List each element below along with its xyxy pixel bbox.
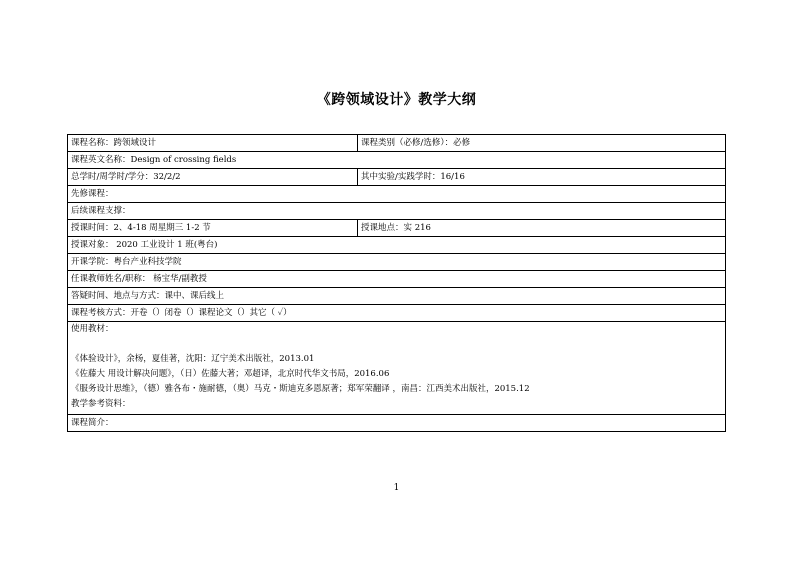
audience-cell: 授课对象： 2020 工业设计 1 班(粤台): [68, 237, 726, 254]
page-title: 《跨领域设计》教学大纲: [316, 92, 477, 108]
table-row: [68, 152, 726, 169]
instructor-cell: 任课教师姓名/职称： 杨宝华/副教授: [68, 271, 726, 288]
book-entry: 《服务设计思维》，（德）雅各布・施耐德，（奥）马克・斯迪克多恩原著；郑军荣翻译 ，南昌：江西美术出版社，2015.12: [71, 384, 530, 394]
qa-cell: 答疑时间、地点与方式：课中、课后线上: [68, 288, 726, 305]
table-row: [68, 305, 726, 322]
course-english-name-cell: 课程英文名称：Design of crossing fields: [68, 152, 726, 169]
teaching-time-cell: 授课时间：2、4-18 周星期三 1-2 节: [68, 220, 358, 237]
practice-hours-cell: 其中实验/实践学时：16/16: [358, 169, 726, 186]
table-row: [68, 271, 726, 288]
follow-up-cell: 后续课程支撑：: [68, 203, 726, 220]
materials-label: 使用教材：: [71, 324, 114, 334]
assessment-cell: 课程考核方式：开卷（）闭卷（）课程论文（）其它（ ✓）: [68, 305, 726, 322]
course-type-cell: 课程类别（必修/选修）：必修: [358, 135, 726, 152]
college-cell: 开课学院：粤台产业科技学院: [68, 254, 726, 271]
table-row: [68, 203, 726, 220]
book-entry: 《佐藤大 用设计解决问题》，（日）佐藤大著；邓超译，北京时代华文书局，2016.06: [71, 369, 390, 379]
table-row: [68, 288, 726, 305]
page-number: 1: [393, 483, 400, 493]
teaching-location-cell: 授课地点：实 216: [358, 220, 726, 237]
total-hours-cell: 总学时/周学时/学分：32/2/2: [68, 169, 358, 186]
table-row: [68, 135, 726, 152]
references-label: 教学参考资料：: [71, 399, 131, 409]
table-row: [68, 186, 726, 203]
prerequisite-cell: 先修课程：: [68, 186, 726, 203]
table-row: [68, 220, 726, 237]
table-row: [68, 415, 726, 432]
table-row: [68, 237, 726, 254]
book-entry: 《体验设计》，余杨，夏佳著，沈阳：辽宁美术出版社，2013.01: [71, 354, 315, 364]
table-row: [68, 169, 726, 186]
syllabus-table: [67, 134, 726, 432]
table-row: [68, 254, 726, 271]
materials-cell: [68, 322, 726, 415]
intro-cell: 课程简介：: [68, 415, 726, 432]
course-name-cell: 课程名称：跨领域设计: [68, 135, 358, 152]
table-row: [68, 322, 726, 415]
